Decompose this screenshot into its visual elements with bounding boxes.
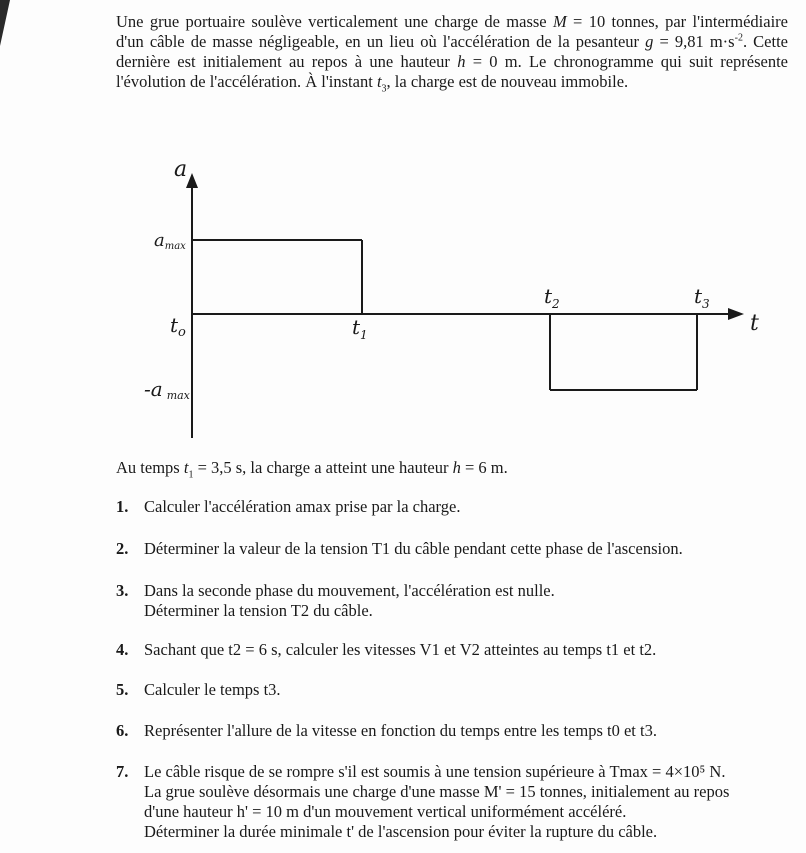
question-number: 2. bbox=[116, 539, 129, 558]
question-text-line: d'une hauteur h' = 10 m d'un mouvement vertical uniformément accéléré. bbox=[144, 802, 627, 821]
question-number: 5. bbox=[116, 680, 129, 699]
question-text-line: Déterminer la tension T2 du câble. bbox=[144, 601, 373, 620]
t1-label: $t_1$ bbox=[352, 315, 368, 342]
question-text-line: Déterminer la valeur de la tension T1 du câble pendant cette phase de l'ascension. bbox=[144, 539, 683, 558]
question-7 bbox=[116, 762, 788, 842]
question-text-line: Représenter l'allure de la vitesse en fonction du temps entre les temps t0 et t3. bbox=[144, 721, 657, 740]
t3-label: $t_3$ bbox=[694, 284, 710, 311]
y-axis-arrow bbox=[186, 173, 198, 188]
scan-corner-shadow bbox=[0, 0, 10, 46]
question-text-line: Dans la seconde phase du mouvement, l'accélération est nulle. bbox=[144, 581, 555, 600]
question-4 bbox=[116, 640, 788, 660]
question-text-line: Sachant que t2 = 6 s, calculer les vitesses V1 et V2 atteintes au temps t1 et t2. bbox=[144, 640, 657, 659]
question-number: 7. bbox=[116, 762, 129, 781]
question-number: 1. bbox=[116, 497, 129, 516]
question-number: 4. bbox=[116, 640, 129, 659]
t2-label: $t_2$ bbox=[544, 284, 560, 311]
question-text-line: Le câble risque de se rompre s'il est soumis à une tension supérieure à Tmax = 4×10⁵ N. bbox=[144, 762, 726, 781]
x-axis-label: t bbox=[750, 311, 759, 336]
question-text-line: Calculer l'accélération amax prise par la charge. bbox=[144, 497, 461, 516]
problem-statement: Une grue portuaire soulève verticalement une charge de masse M = 10 tonnes, par l'intermédiaire d'un câble de masse négligeable, en un lieu où l'accélération de la pesanteur g = 9,81 $m\cdot s^{-2}$. Cette dernière est initialement au repos à une hauteur h = 0 m. Le chronogramme qui suit représente l'évolution de l'accélération. À l'instant $t_3$, la charge est de nouveau immobile. bbox=[116, 12, 788, 95]
x-axis-arrow bbox=[728, 308, 744, 320]
amax-tick-label: amax bbox=[154, 230, 186, 252]
question-5 bbox=[116, 680, 788, 700]
acceleration-chronogram bbox=[130, 158, 770, 448]
question-text-line: La grue soulève désormais une charge d'une masse M' = 15 tonnes, initialement au repos bbox=[144, 782, 730, 801]
question-text-line: Calculer le temps t3. bbox=[144, 680, 281, 699]
given-data: Au temps $t_1 = 3,5$ s, la charge a atteint une hauteur h = 6 m. bbox=[116, 458, 508, 481]
y-axis-label: a bbox=[174, 158, 188, 182]
question-number: 6. bbox=[116, 721, 129, 740]
minus-amax-tick-label: -a max bbox=[144, 377, 190, 402]
question-1 bbox=[116, 497, 788, 517]
question-3 bbox=[116, 581, 788, 621]
question-2 bbox=[116, 539, 788, 559]
t0-label: $t_o$ bbox=[170, 313, 186, 340]
question-number: 3. bbox=[116, 581, 129, 600]
question-6 bbox=[116, 721, 788, 741]
question-text-line: Déterminer la durée minimale t' de l'ascension pour éviter la rupture du câble. bbox=[144, 822, 658, 841]
